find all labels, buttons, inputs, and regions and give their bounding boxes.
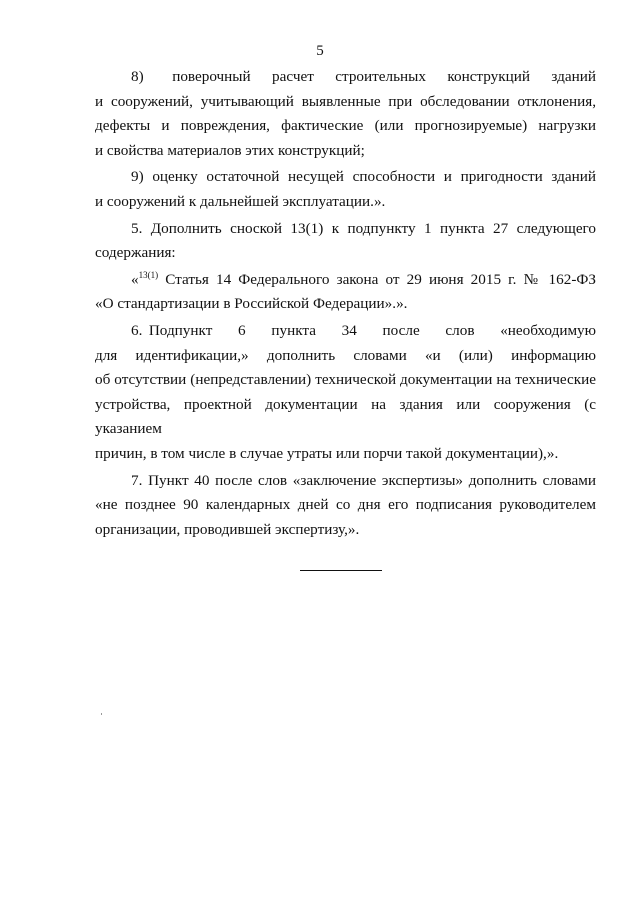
paragraph-item-6 (95, 319, 596, 467)
paragraph-item-7 (95, 469, 596, 543)
text-line: об отсутствии (непредставлении) технической документации на технические (95, 371, 596, 389)
paragraph-item-8 (95, 65, 596, 163)
text-line: «О стандартизации в Российской Федерации».». (95, 295, 408, 313)
text-line: и сооружений, учитывающий выявленные при обследовании отклонения, (95, 92, 596, 110)
end-rule (300, 570, 382, 571)
text-line: содержания: (95, 244, 176, 262)
footnote-text: Статья 14 Федерального закона от 29 июня 2015 г. № 162-ФЗ (158, 270, 596, 288)
text-line: 6. Подпункт 6 пункта 34 после слов «необходимую (131, 321, 596, 339)
text-line: причин, в том числе в случае утраты или порчи такой документации),». (95, 444, 559, 462)
text-line: 7. Пункт 40 после слов «заключение экспертизы» дополнить словами (131, 471, 596, 489)
text-line (95, 268, 596, 293)
paragraph-footnote-quote (95, 268, 596, 317)
paragraph-item-5 (95, 217, 596, 266)
text-line: 5. Дополнить сноской 13(1) к подпункту 1 пункта 27 следующего (131, 219, 596, 237)
text-line: и свойства материалов этих конструкций; (95, 141, 365, 159)
paragraph-item-9 (95, 165, 596, 214)
footnote-marker: 13(1) (138, 269, 159, 280)
page-number: 5 (316, 43, 324, 59)
open-quote: « (131, 270, 139, 288)
text-line: «не позднее 90 календарных дней со дня его подписания руководителем (95, 496, 596, 514)
text-line: организации, проводившей экспертизу,». (95, 520, 360, 538)
text-line: 8) поверочный расчет строительных конструкций зданий (131, 68, 596, 85)
text-line: 9) оценку остаточной несущей способности и пригодности зданий (131, 168, 596, 186)
text-line: и сооружений к дальнейшей эксплуатации.». (95, 192, 386, 210)
document-body (95, 65, 596, 542)
text-line: дефекты и повреждения, фактические (или прогнозируемые) нагрузки (95, 117, 596, 135)
text-line: для идентификации,» дополнить словами «и (или) информацию (95, 346, 596, 364)
scan-speck (101, 713, 102, 715)
text-line: устройства, проектной документации на здания или сооружения (с указанием (95, 395, 596, 438)
